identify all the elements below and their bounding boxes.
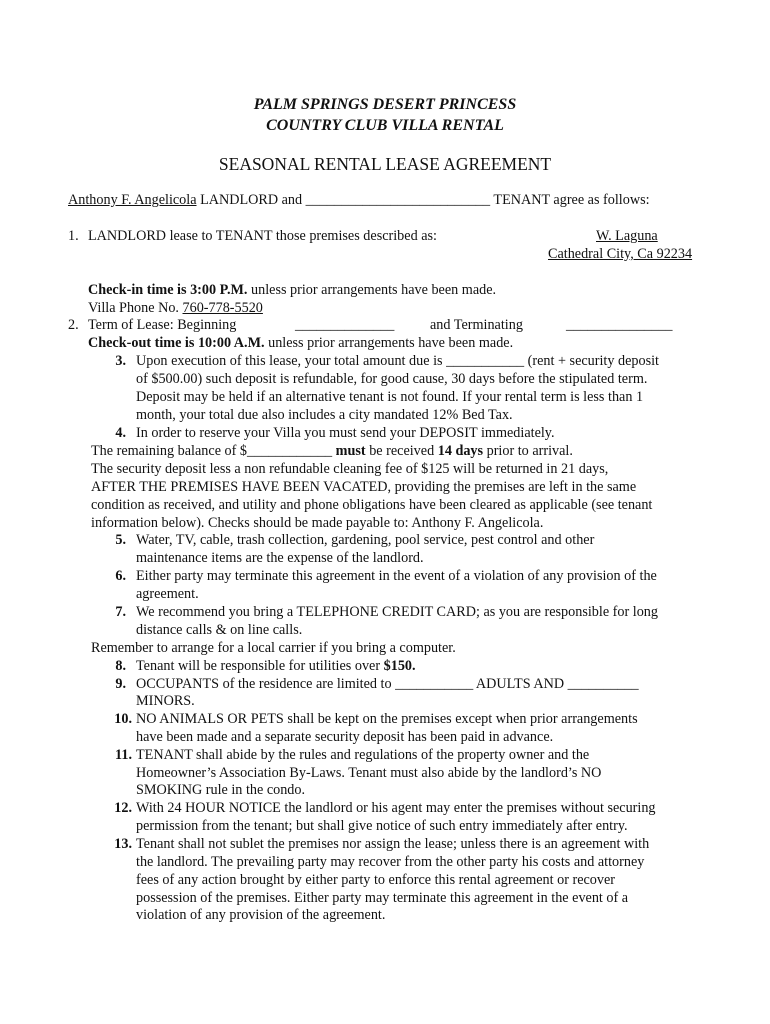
item-13-number: 13. bbox=[114, 836, 132, 852]
item-5-line: Water, TV, cable, trash collection, gardening, pool service, pest control and other bbox=[136, 532, 595, 548]
item-11-line: Homeowner’s Association By-Laws. Tenant must also abide by the landlord’s NO bbox=[136, 765, 602, 781]
balance-days: 14 days bbox=[437, 443, 484, 459]
balance-blank: ____________ bbox=[247, 443, 333, 459]
item-8-text: Tenant will be responsible for utilities over bbox=[136, 658, 384, 674]
deposit-paragraph-line: condition as received, and utility and phone obligations have been cleared as applicable (see tenant bbox=[91, 497, 653, 513]
item-12-number: 12. bbox=[114, 800, 132, 816]
checkout-time: Check-out time is 10:00 A.M. bbox=[88, 335, 265, 351]
checkout-rest: unless prior arrangements have been made. bbox=[264, 335, 514, 351]
item-3-line: month, your total due also includes a city mandated 12% Bed Tax. bbox=[136, 407, 513, 423]
item-13-line: possession of the premises. Either party may terminate this agreement in the event of a bbox=[136, 890, 629, 906]
item-3-line: Upon execution of this lease, your total amount due is ___________ (rent + security deposit bbox=[136, 353, 659, 369]
term-terminating-label: and Terminating bbox=[430, 317, 523, 333]
item-7-number: 7. bbox=[115, 604, 126, 620]
item-11-line: SMOKING rule in the condo. bbox=[136, 782, 306, 798]
premises-address-line-1: W. Laguna bbox=[596, 228, 658, 244]
item-5-line: maintenance items are the expense of the landlord. bbox=[136, 550, 424, 566]
item-7-line: distance calls & on line calls. bbox=[136, 622, 303, 638]
checkin-time: Check-in time is 3:00 P.M. bbox=[88, 282, 248, 298]
balance-mid: be received bbox=[365, 443, 438, 459]
parties-text-1: LANDLORD and bbox=[196, 192, 306, 208]
item-4-text: In order to reserve your Villa you must send your DEPOSIT immediately. bbox=[136, 425, 555, 441]
item-5-number: 5. bbox=[115, 532, 126, 548]
item-11-number: 11. bbox=[115, 747, 132, 763]
item-8-line bbox=[136, 658, 416, 676]
landlord-name: Anthony F. Angelicola bbox=[68, 192, 197, 208]
term-end-blank: _______________ bbox=[566, 317, 673, 333]
item-10-number: 10. bbox=[114, 711, 132, 727]
item-10-line: have been made and a separate security deposit has been paid in advance. bbox=[136, 729, 554, 745]
item-9-number: 9. bbox=[115, 676, 126, 692]
item-8-number: 8. bbox=[115, 658, 126, 674]
item-9-line: OCCUPANTS of the residence are limited to ___________ ADULTS AND __________ bbox=[136, 676, 639, 692]
agreement-heading: SEASONAL RENTAL LEASE AGREEMENT bbox=[218, 154, 552, 174]
villa-phone-line bbox=[88, 300, 263, 318]
item-6-line: agreement. bbox=[136, 586, 199, 602]
term-begin-blank: ______________ bbox=[295, 317, 395, 333]
parties-text-2: TENANT agree as follows: bbox=[490, 192, 650, 208]
balance-post: prior to arrival. bbox=[483, 443, 573, 459]
item-3-line: of $500.00) such deposit is refundable, for good cause, 30 days before the stipulated term. bbox=[136, 371, 648, 387]
villa-phone-number: 760-778-5520 bbox=[182, 300, 263, 316]
item-13-line: the landlord. The prevailing party may recover from the other party his costs and attorney bbox=[136, 854, 645, 870]
utilities-amount: $150. bbox=[383, 658, 416, 674]
item-4-number: 4. bbox=[115, 425, 126, 441]
checkout-line bbox=[88, 335, 513, 353]
item-1-text: LANDLORD lease to TENANT those premises described as: bbox=[88, 228, 437, 244]
item-12-line: With 24 HOUR NOTICE the landlord or his agent may enter the premises without securing bbox=[136, 800, 656, 816]
document-title-line-2: COUNTRY CLUB VILLA RENTAL bbox=[266, 117, 504, 134]
item-2-number: 2. bbox=[68, 317, 79, 333]
deposit-paragraph-line: The security deposit less a non refundable cleaning fee of $125 will be returned in 21 days, bbox=[91, 461, 609, 477]
item-9-line: MINORS. bbox=[136, 693, 195, 709]
checkin-line bbox=[88, 282, 496, 300]
item-10-line: NO ANIMALS OR PETS shall be kept on the premises except when prior arrangements bbox=[136, 711, 638, 727]
item-13-line: Tenant shall not sublet the premises nor assign the lease; unless there is an agreement with bbox=[136, 836, 650, 852]
item-1-number: 1. bbox=[68, 228, 79, 244]
parties-line bbox=[68, 192, 650, 210]
checkin-rest: unless prior arrangements have been made. bbox=[247, 282, 497, 298]
balance-pre: The remaining balance of $ bbox=[91, 443, 247, 459]
deposit-paragraph-line: AFTER THE PREMISES HAVE BEEN VACATED, providing the premises are left in the same bbox=[91, 479, 637, 495]
item-6-number: 6. bbox=[115, 568, 126, 584]
tenant-name-blank: __________________________ bbox=[305, 192, 491, 208]
item-3-number: 3. bbox=[115, 353, 126, 369]
item-3-line: Deposit may be held if an alternative tenant is not found. If your rental term is less than 1 bbox=[136, 389, 644, 405]
balance-must: must bbox=[332, 443, 366, 459]
item-6-line: Either party may terminate this agreement in the event of a violation of any provision of the bbox=[136, 568, 657, 584]
remember-note: Remember to arrange for a local carrier if you bring a computer. bbox=[91, 640, 456, 656]
item-11-line: TENANT shall abide by the rules and regulations of the property owner and the bbox=[136, 747, 590, 763]
villa-phone-label: Villa Phone No. bbox=[88, 300, 183, 316]
term-of-lease-label: Term of Lease: Beginning bbox=[88, 317, 237, 333]
balance-line bbox=[91, 443, 573, 461]
item-12-line: permission from the tenant; but shall give notice of such entry immediately after entry. bbox=[136, 818, 628, 834]
item-7-line: We recommend you bring a TELEPHONE CREDIT CARD; as you are responsible for long bbox=[136, 604, 658, 620]
item-13-line: fees of any action brought by either party to enforce this rental agreement or recover bbox=[136, 872, 616, 888]
premises-address-line-2: Cathedral City, Ca 92234 bbox=[548, 246, 693, 262]
document-title-line-1: PALM SPRINGS DESERT PRINCESS bbox=[253, 96, 517, 113]
item-13-line: violation of any provision of the agreement. bbox=[136, 907, 386, 923]
deposit-paragraph-line: information below). Checks should be made payable to: Anthony F. Angelicola. bbox=[91, 515, 544, 531]
